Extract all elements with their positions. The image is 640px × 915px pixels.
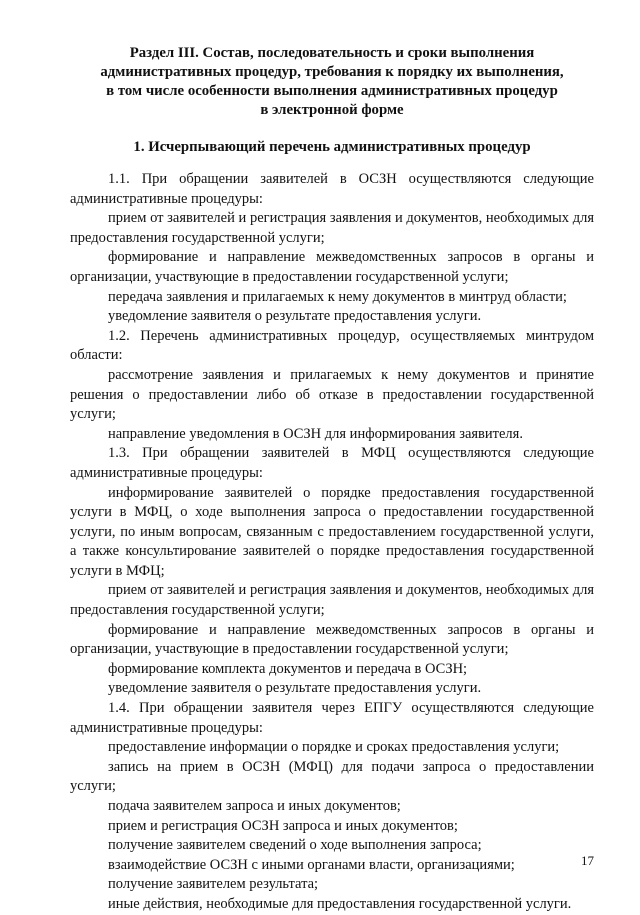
section-title (70, 44, 594, 120)
paragraph: 1.1. При обращении заявителей в ОСЗН осуществляются следующие административные процедуры: (70, 171, 594, 207)
paragraph: получение заявителем сведений о ходе выполнения запроса; (108, 837, 482, 854)
paragraph: уведомление заявителя о результате предоставления услуги. (108, 308, 482, 325)
paragraph: уведомление заявителя о результате предоставления услуги. (108, 680, 482, 697)
subsection-title: 1. Исчерпывающий перечень административных процедур (133, 139, 531, 155)
paragraph: запись на прием в ОСЗН (МФЦ) для подачи запроса о предоставлении услуги; (70, 758, 594, 795)
paragraph: формирование и направление межведомственных запросов в органы и организации, участвующие в предоставлении государственной услуги; (70, 621, 594, 658)
paragraph: получение заявителем результата; (108, 876, 319, 893)
paragraph: 1.2. Перечень административных процедур, осуществляемых минтрудом области: (70, 327, 594, 364)
paragraph: информирование заявителей о порядке предоставления государственной услуги в МФЦ, о ходе выполнения запроса о предоставлении государственной услуги, по иным вопросам, связанным с предоставлением государственной услуги, а также консультирование заявителей о порядке предоставления государственной услуги в МФЦ; (70, 484, 594, 579)
paragraph: прием от заявителей и регистрация заявления и документов, необходимых для предоставления государственной услуги; (70, 582, 594, 619)
paragraph: формирование и направление межведомственных запросов в органы и организации, участвующие в предоставлении государственной услуги; (70, 249, 594, 285)
body-text (70, 170, 594, 915)
section-title-line: Раздел III. Состав, последовательность и сроки выполнения (129, 45, 535, 61)
paragraph: иные действия, необходимые для предоставления государственной услуги. (108, 895, 572, 912)
paragraph: передача заявления и прилагаемых к нему документов в минтруд области; (108, 288, 567, 305)
paragraph: подача заявителем запроса и иных документов; (108, 798, 401, 814)
paragraph: 1.3. При обращении заявителей в МФЦ осуществляются следующие административные процедуры: (70, 445, 594, 481)
paragraph: направление уведомления в ОСЗН для информирования заявителя. (108, 425, 523, 442)
page-number: 17 (581, 853, 594, 868)
paragraph: предоставление информации о порядке и сроках предоставления услуги; (108, 739, 560, 756)
paragraph: взаимодействие ОСЗН с иными органами власти, организациями; (108, 856, 515, 873)
section-title-line: в том числе особенности выполнения административных процедур (106, 83, 558, 99)
section-title-line: административных процедур, требования к порядку их выполнения, (100, 64, 564, 80)
paragraph: 1.4. При обращении заявителя через ЕПГУ осуществляются следующие административные процедуры: (70, 700, 594, 736)
paragraph: формирование комплекта документов и передача в ОСЗН; (108, 660, 468, 677)
section-title-line: в электронной форме (260, 102, 404, 118)
paragraph: прием от заявителей и регистрация заявления и документов, необходимых для предоставления государственной услуги; (70, 210, 594, 246)
paragraph: рассмотрение заявления и прилагаемых к нему документов и принятие решения о предоставлении либо об отказе в предоставлении государственной услуги; (70, 366, 594, 423)
paragraph: прием и регистрация ОСЗН запроса и иных документов; (108, 817, 458, 834)
